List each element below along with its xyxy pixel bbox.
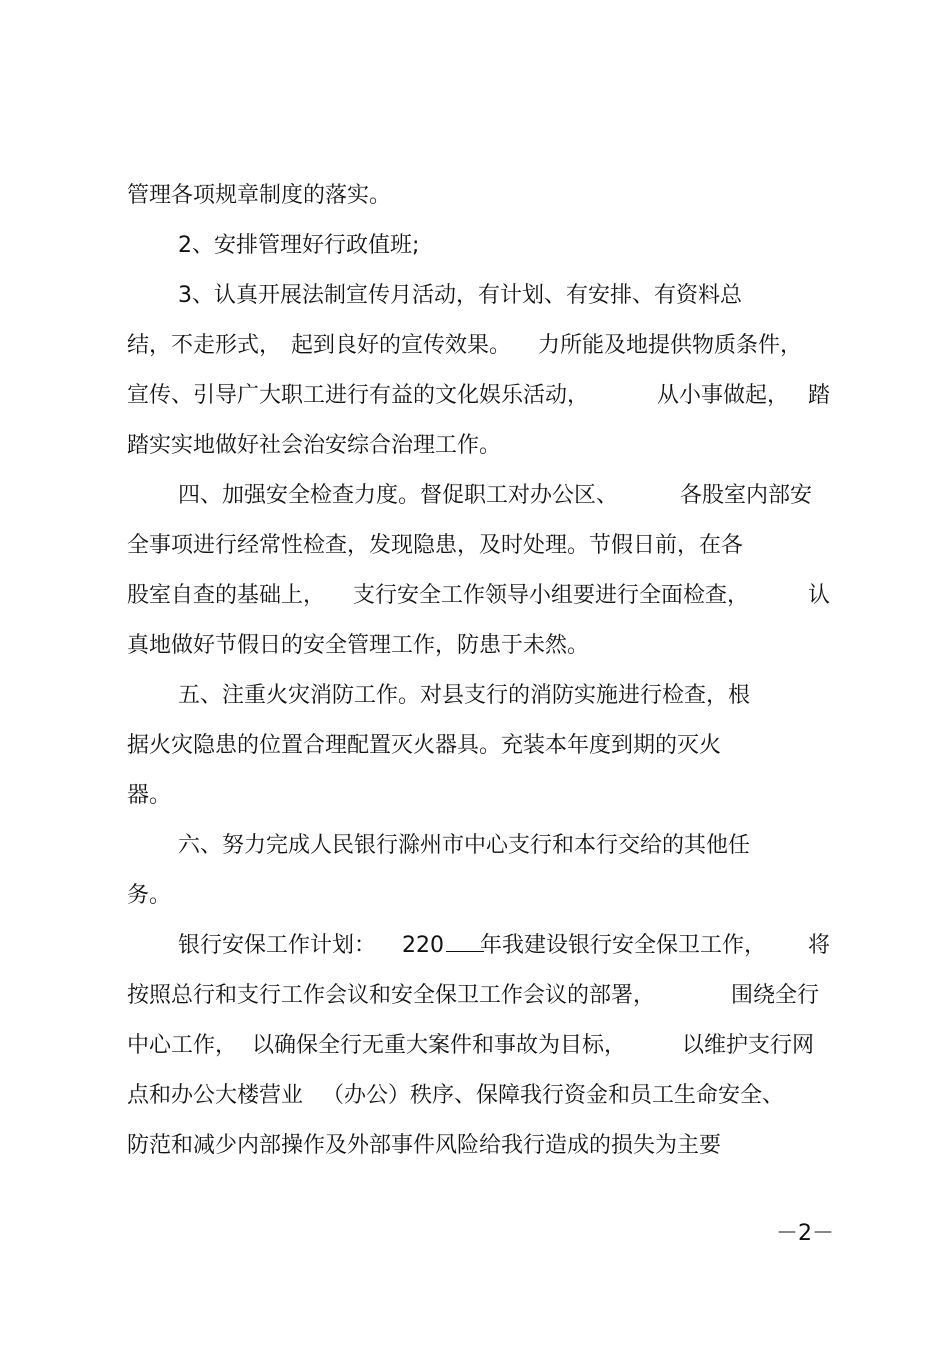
blank-underline [446,931,484,952]
text-segment [402,930,486,962]
text-line [0,330,950,362]
text-segment: 五、注重火灾消防工作。对县支行的消防实施进行检查，根 [178,683,751,708]
text-segment: 围绕全行 [731,983,820,1008]
text-segment: 认 [808,583,831,608]
text-segment: 防范和减少内部操作及外部事件风险给我行造成的损失为主要 [127,1133,722,1158]
text-segment: （办公）秩序、保障我行资金和员工生命安全、 [322,1083,785,1108]
text-line [0,530,950,562]
text-line [0,980,950,1012]
text-segment: 踏 [808,383,831,408]
text-line [0,380,950,412]
text-line [0,1080,950,1112]
text-line [0,1030,950,1062]
text-segment: 从小事做起， [657,383,790,408]
text-segment: 全事项进行经常性检查，发现隐患，及时处理。节假日前，在各 [127,533,744,558]
text-line [0,630,950,662]
text-line [0,230,950,262]
text-segment: 管理各项规章制度的落实。 [127,183,392,208]
text-segment: 起到良好的宣传效果。 [291,333,512,358]
text-segment: 踏实实地做好社会治安综合治理工作。 [127,433,502,458]
text-line [0,730,950,762]
text-segment: 按照总行和支行工作会议和安全保卫工作会议的部署， [127,983,656,1008]
text-segment: 力所能及地提供物质条件， [538,333,803,358]
text-line [0,780,950,812]
text-segment: 银行安保工作计划： [178,933,377,958]
text-segment: 务。 [127,883,172,908]
text-segment: 四、加强安全检查力度。督促职工对办公区、 [178,483,619,508]
text-segment: 点和办公大楼营业 [127,1083,304,1108]
text-segment: 结，不走形式， [127,333,282,358]
text-line [0,480,950,512]
year-prefix: 220 [402,933,444,958]
text-segment: 各股室内部安 [680,483,813,508]
text-segment: 支行安全工作领导小组要进行全面检查， [353,583,750,608]
text-segment: 2、安排管理好行政值班; [178,233,420,258]
text-line [0,1130,950,1162]
text-segment: 据火灾隐患的位置合理配置灭火器具。充装本年度到期的灭火 [127,733,722,758]
page-number: －2－ [776,1221,834,1246]
text-segment: 器。 [127,783,172,808]
text-segment: 股室自查的基础上， [127,583,326,608]
text-line [0,180,950,212]
text-line [0,880,950,912]
text-line [0,580,950,612]
text-segment: 年我建设银行安全保卫工作， [480,933,767,958]
text-line [0,930,950,962]
text-segment: 3、认真开展法制宣传月活动，有计划、有安排、有资料总 [178,283,742,308]
text-line [0,830,950,862]
text-segment: 将 [808,933,831,958]
text-segment: 以维护支行网 [682,1033,815,1058]
text-line [0,280,950,312]
text-segment: 宣传、引导广大职工进行有益的文化娱乐活动， [127,383,590,408]
text-line [0,680,950,712]
text-line [0,430,950,462]
text-segment: 以确保全行无重大案件和事故为目标， [252,1033,627,1058]
text-segment: 中心工作， [127,1033,238,1058]
text-segment: 六、努力完成人民银行滁州市中心支行和本行交给的其他任 [178,833,751,858]
text-segment: 真地做好节假日的安全管理工作，防患于未然。 [127,633,590,658]
